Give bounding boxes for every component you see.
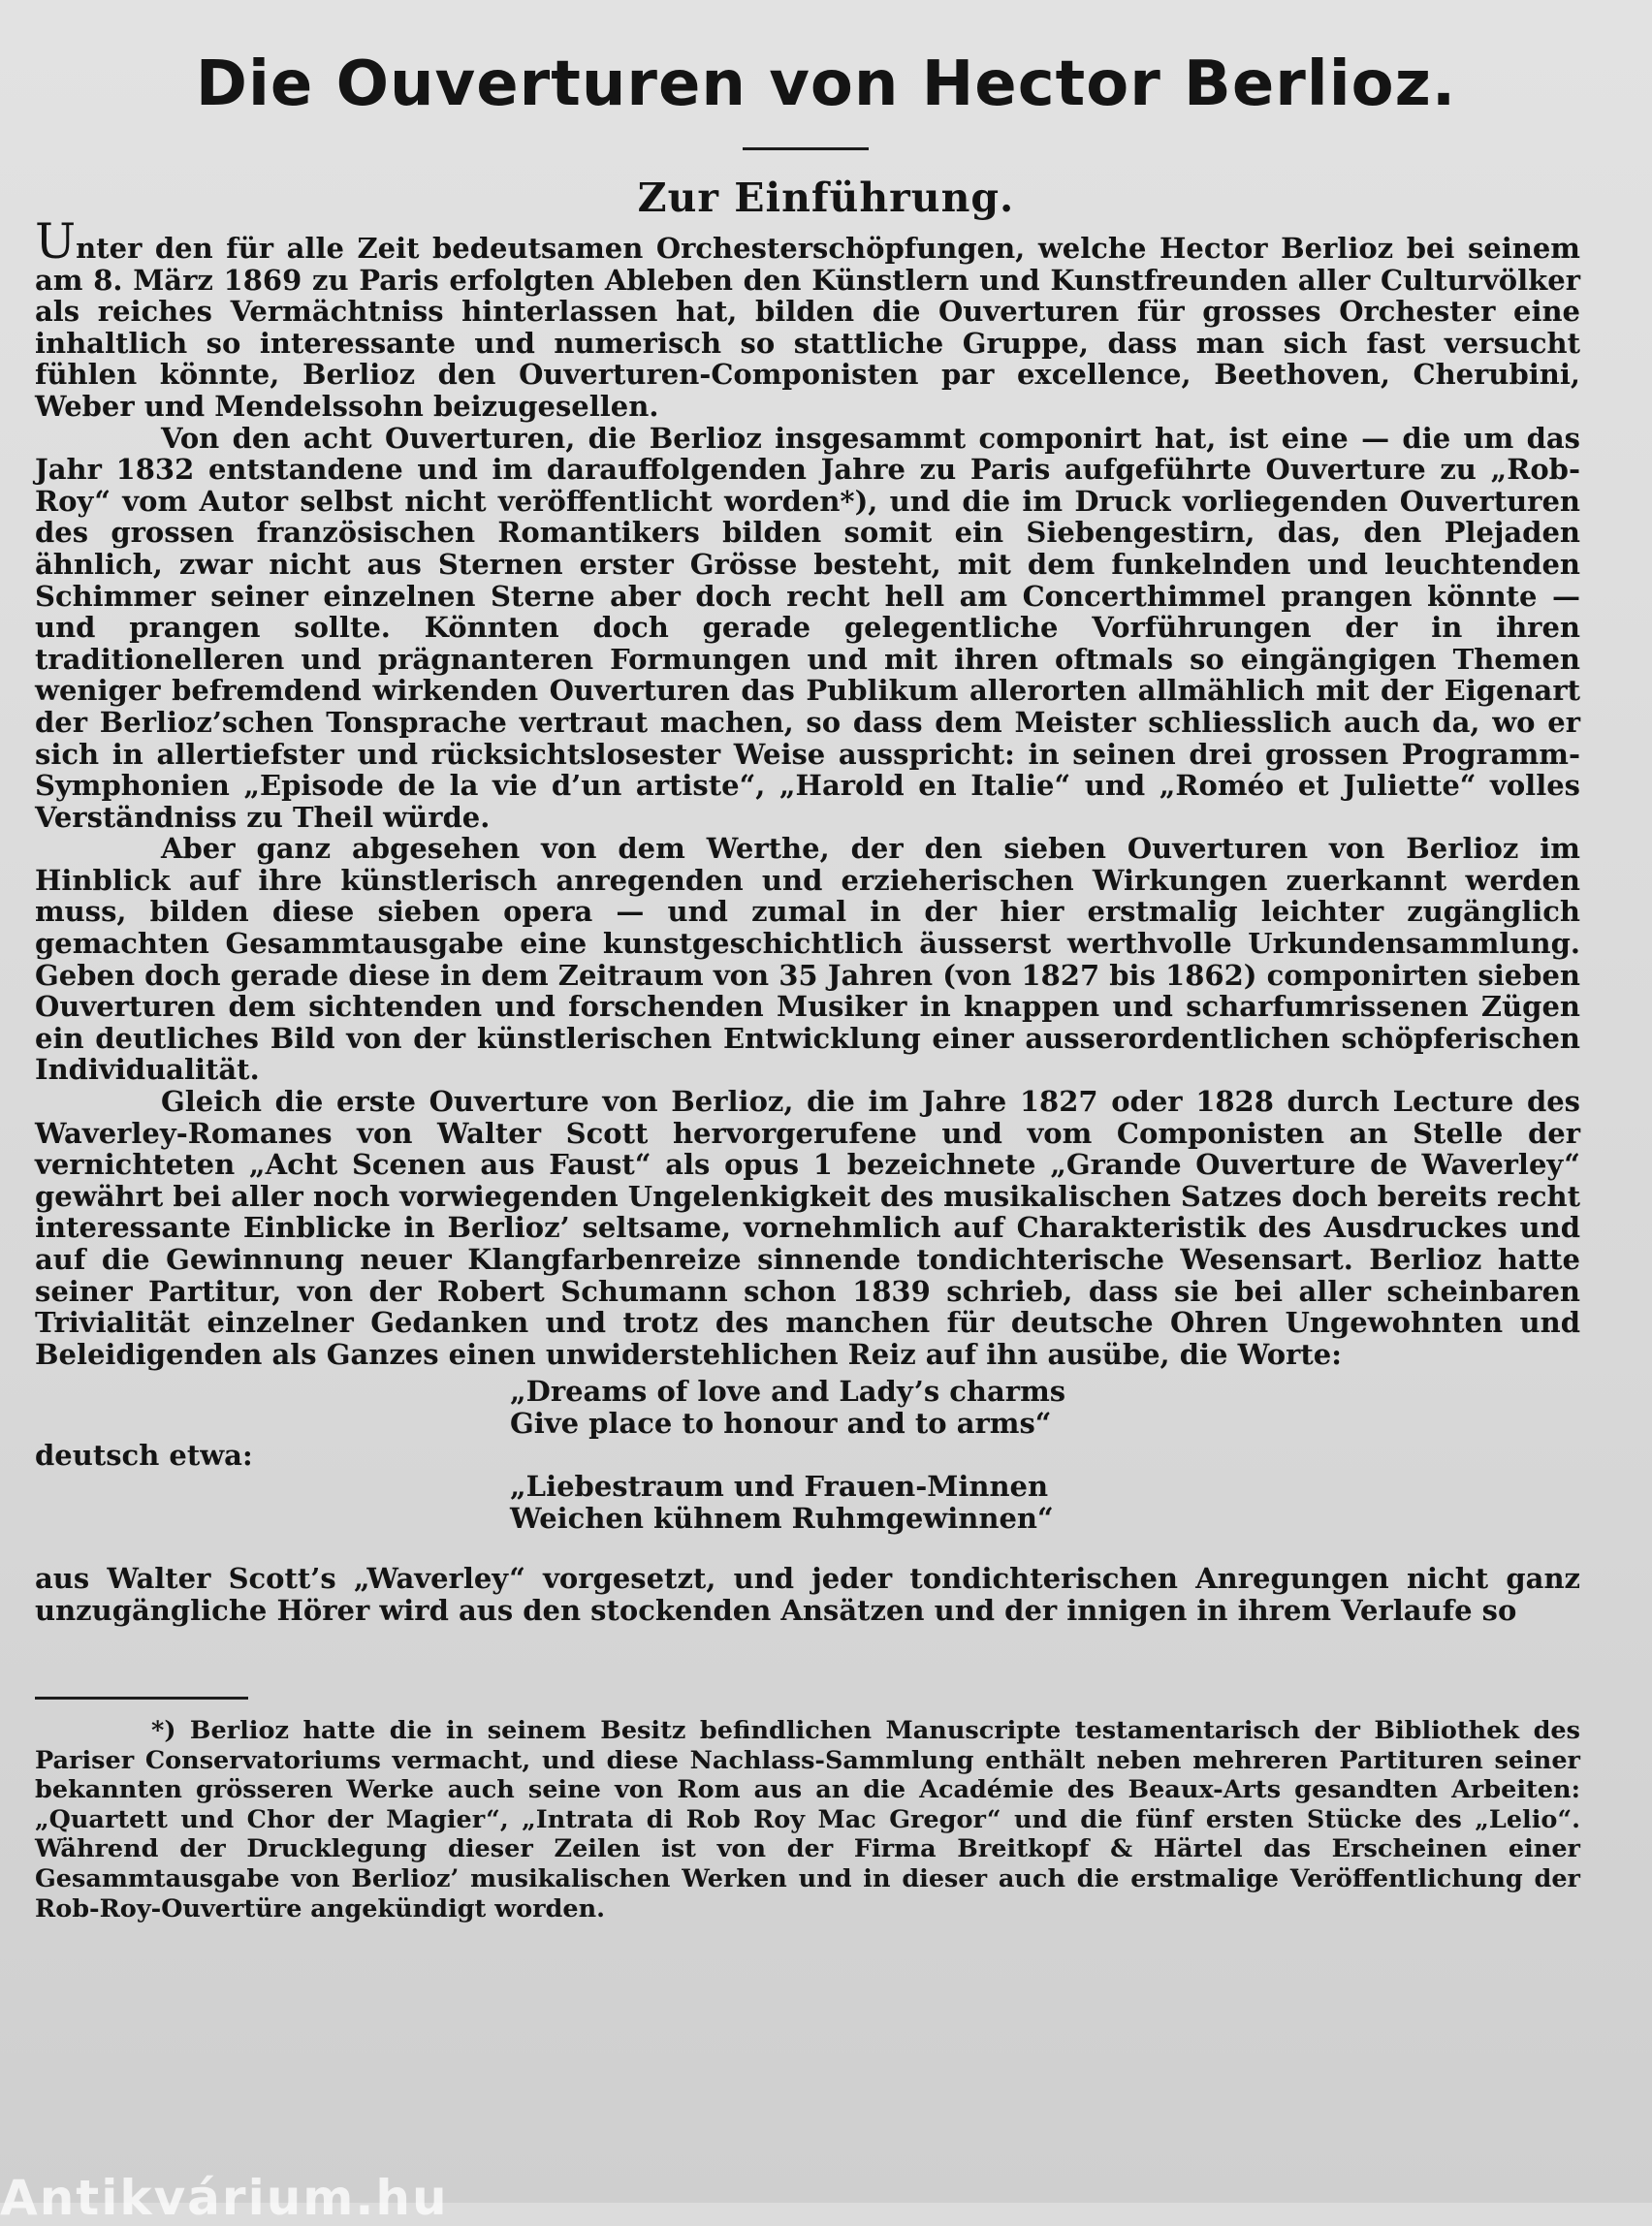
quote-line: „Liebestraum und Frauen-Minnen — [510, 1470, 1049, 1504]
quote-line: „Dreams of love and Lady’s charms — [510, 1375, 1066, 1409]
paragraph-1 — [35, 213, 1580, 423]
footnote-text: *) Berlioz hatte die in seinem Besitz befindlichen Manuscripte testamentarisch der Bibliothek des Pariser Conservatoriums vermacht, und diese Nachlass-Sammlung enthält neben mehreren Partituren seiner bekannten grösseren Werke auch seine von Rom aus an die Académie des Beaux-Arts gesandten Arbeiten: „Quartett und Chor der Magier“, „Intrata di Rob Roy Mac Gregor“ und die fünf ersten Stücke des „Lelio“. Während der Drucklegung dieser Zeilen ist von der Firma Breitkopf & Härtel das Erscheinen einer Gesammtausgabe von Berlioz’ musikalischen Werken und in dieser auch die erstmalige Veröffentlichung der Rob-Roy-Ouvertüre angekündigt worden. — [35, 1716, 1580, 1924]
quote-line: Give place to honour and to arms“ — [510, 1406, 1052, 1440]
paragraph-3: Aber ganz abgesehen von dem Werthe, der den sieben Ouverturen von Berlioz im Hinblick auf ihre künstlerisch anregenden und erzieherischen Wirkungen zuerkannt werden muss, bilden diese sieben opera — und zumal in der hier erstmalig leichter zugänglich gemachten Gesammtausgabe eine kunstgeschichtlich äusserst werthvolle Urkundensammlung. Geben doch gerade diese in dem Zeitraum von 35 Jahren (von 1827 bis 1862) componirten sieben Ouverturen dem sichtenden und forschenden Musiker in knappen und scharfumrissenen Zügen ein deutliches Bild von der künstlerischen Entwicklung einer ausserordentlichen schöpferischen Individualität. — [35, 832, 1580, 1087]
paragraph-4: Gleich die erste Ouverture von Berlioz, die im Jahre 1827 oder 1828 durch Lecture des Waverley-Romanes von Walter Scott hervorgerufene und vom Componisten an Stelle der vernichteten „Acht Scenen aus Faust“ als opus 1 bezeichnete „Grande Ouverture de Waverley“ gewährt bei aller noch vorwiegenden Ungelenkigkeit des musikalischen Satzes doch bereits recht interessante Einblicke in Berlioz’ seltsame, vornehmlich auf Charakteristik des Ausdruckes und auf die Gewinnung neuer Klangfarbenreize sinnende tondichterische Wesensart. Berlioz hatte seiner Partitur, von der Robert Schumann schon 1839 schrieb, dass sie bei aller scheinbaren Trivialität einzelner Gedanken und trotz des manchen für deutsche Ohren Ungewohnten und Beleidigenden als Ganzes einen unwiderstehlichen Reiz auf ihn ausübe, die Worte: — [35, 1085, 1580, 1371]
paragraph-2: Von den acht Ouverturen, die Berlioz insgesammt componirt hat, ist eine — die um das Jahr 1832 entstandene und im darauffolgenden Jahre zu Paris aufgeführte Ouverture zu „Rob-Roy“ vom Autor selbst nicht veröffentlicht worden*), und die im Druck vorliegenden Ouverturen des grossen französischen Romantikers bilden somit ein Siebengestirn, das, den Plejaden ähnlich, zwar nicht aus Sternen erster Grösse besteht, mit dem funkelnden und leuchtenden Schimmer seiner einzelnen Sterne aber doch recht hell am Concerthimmel prangen könnte — und prangen sollte. Könnten doch gerade gelegentliche Vorführungen der in ihren traditionelleren und prägnanteren Formungen und mit ihren oftmals so eingängigen Themen weniger befremdend wirkenden Ouverturen das Publikum allerorten allmählich mit der Eigenart der Berlioz’schen Tonsprache vertraut machen, so dass dem Meister schliesslich auch da, wo er sich in allertiefster und rücksichtslosester Weise ausspricht: in seinen drei grossen Programm-Symphonien „Episode de la vie d’un artiste“, „Harold en Italie“ und „Roméo et Juliette“ volles Verständniss zu Theil würde. — [35, 421, 1580, 834]
translation-lead: deutsch etwa: — [35, 1438, 253, 1472]
paragraph-5: aus Walter Scott’s „Waverley“ vorgesetzt, und jeder tondichterischen Anregungen nicht ganz unzugängliche Hörer wird aus den stockenden Ansätzen und der innigen in ihrem Verlaufe so — [35, 1562, 1580, 1627]
quote-english — [510, 1376, 1580, 1439]
quote-german — [510, 1471, 1580, 1534]
page-title: Die Ouverturen von Hector Berlioz. — [195, 48, 1457, 120]
drop-cap: U — [35, 213, 77, 270]
section-subtitle: Zur Einführung. — [637, 175, 1015, 221]
paragraph-1-text: nter den für alle Zeit bedeutsamen Orchesterschöpfungen, welche Hector Berlioz bei seinem am 8. März 1869 zu Paris erfolgten Ableben den Künstlern und Kunstfreunden aller Culturvölker als reiches Vermächtniss hinterlassen hat, bilden die Ouverturen für grosses Orchester eine inhaltlich so interessante und numerisch so stattliche Gruppe, dass man sich fast versucht fühlen könnte, Berlioz den Ouverturen-Componisten par excellence, Beethoven, Cherubini, Weber und Mendelssohn beizugesellen. — [35, 232, 1580, 423]
footnote-divider — [35, 1697, 248, 1700]
quote-line: Weichen kühnem Ruhmgewinnen“ — [510, 1501, 1054, 1535]
watermark: Antikvárium.hu — [0, 2170, 449, 2226]
footnote — [35, 1716, 1580, 1924]
title-divider — [743, 147, 869, 150]
article-body — [35, 213, 1580, 1627]
